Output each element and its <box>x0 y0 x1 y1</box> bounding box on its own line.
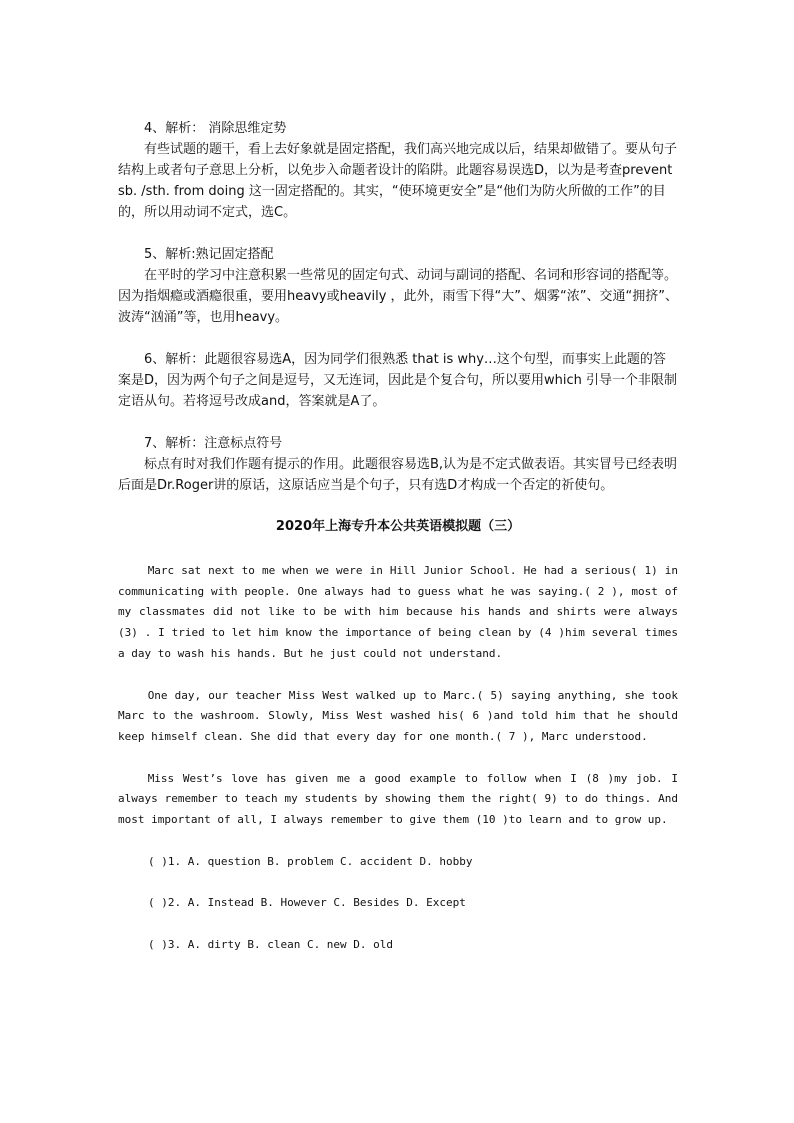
analysis-heading: 7、解析：注意标点符号 <box>144 436 283 451</box>
passage-paragraph: Marc sat next to me when we were in Hill Junior School. He had a serious( 1) in communicating with people. One always had to guess what he was saying.( 2 ), most of my classmates did not like to be with him because his hands and shirts were always (3) . I tried to let him know the importance of being clean by (4 )him several times a day to wash his hands. But he just could not understand. <box>118 564 678 660</box>
question-item: ( )1. A. question B. problem C. accident D. hobby <box>148 854 473 868</box>
analysis-heading: 4、解析： 消除思维定势 <box>144 121 287 136</box>
question-list <box>118 852 678 956</box>
analysis-text: 有些试题的题干，看上去好象就是固定搭配，我们高兴地完成以后，结果却做错了。要从句子结构上或者句子意思上分析，以免步入命题者设计的陷阱。此题容易误选D，以为是考查prevent sb. /sth. from doing 这一固定搭配的。其实，“使环境更安全”是“他们为防火所做的工作”的目的，所以用动词不定式，选C。 <box>118 142 678 220</box>
passage-paragraph: One day, our teacher Miss West walked up to Marc.( 5) saying anything, she took Marc to the washroom. Slowly, Miss West washed his( 6 )and told him that he should keep himself clean. She did that every day for one month.( 7 ), Marc understood. <box>118 688 678 743</box>
analysis-5 <box>118 244 678 328</box>
section-title: 2020年上海专升本公共英语模拟题（三） <box>275 519 521 534</box>
analysis-6 <box>118 349 678 412</box>
cloze-passage <box>118 561 678 831</box>
passage-paragraph: Miss West’s love has given me a good example to follow when I (8 )my job. I always remember to teach my students by showing them the right( 9) to do things. And most important of all, I always remember to give them (10 )to learn and to grow up. <box>118 771 678 827</box>
analysis-text: 6、解析：此题很容易选A，因为同学们很熟悉 that is why…这个句型，而事实上此题的答案是D，因为两个句子之间是逗号，又无连词，因此是个复合句，所以要用which 引导一个非限制定语从句。若将逗号改成and，答案就是A了。 <box>118 352 678 409</box>
document-page <box>118 118 678 977</box>
analysis-7 <box>118 433 678 496</box>
analysis-text: 标点有时对我们作题有提示的作用。此题很容易选B,认为是不定式做表语。其实冒号已经表明后面是Dr.Roger讲的原话，这原话应当是个句子，只有选D才构成一个否定的祈使句。 <box>118 457 678 493</box>
analysis-text: 在平时的学习中注意积累一些常见的固定句式、动词与副词的搭配、名词和形容词的搭配等。因为指烟瘾或酒瘾很重，要用heavy或heavily ，此外，雨雪下得“大”、烟雾“浓”、交通“拥挤”、波涛“汹涌”等，也用heavy。 <box>118 268 678 325</box>
question-item: ( )2. A. Instead B. However C. Besides D. Except <box>148 896 466 910</box>
question-item: ( )3. A. dirty B. clean C. new D. old <box>148 938 394 952</box>
analysis-4 <box>118 118 678 223</box>
analysis-heading: 5、解析:熟记固定搭配 <box>144 247 274 262</box>
